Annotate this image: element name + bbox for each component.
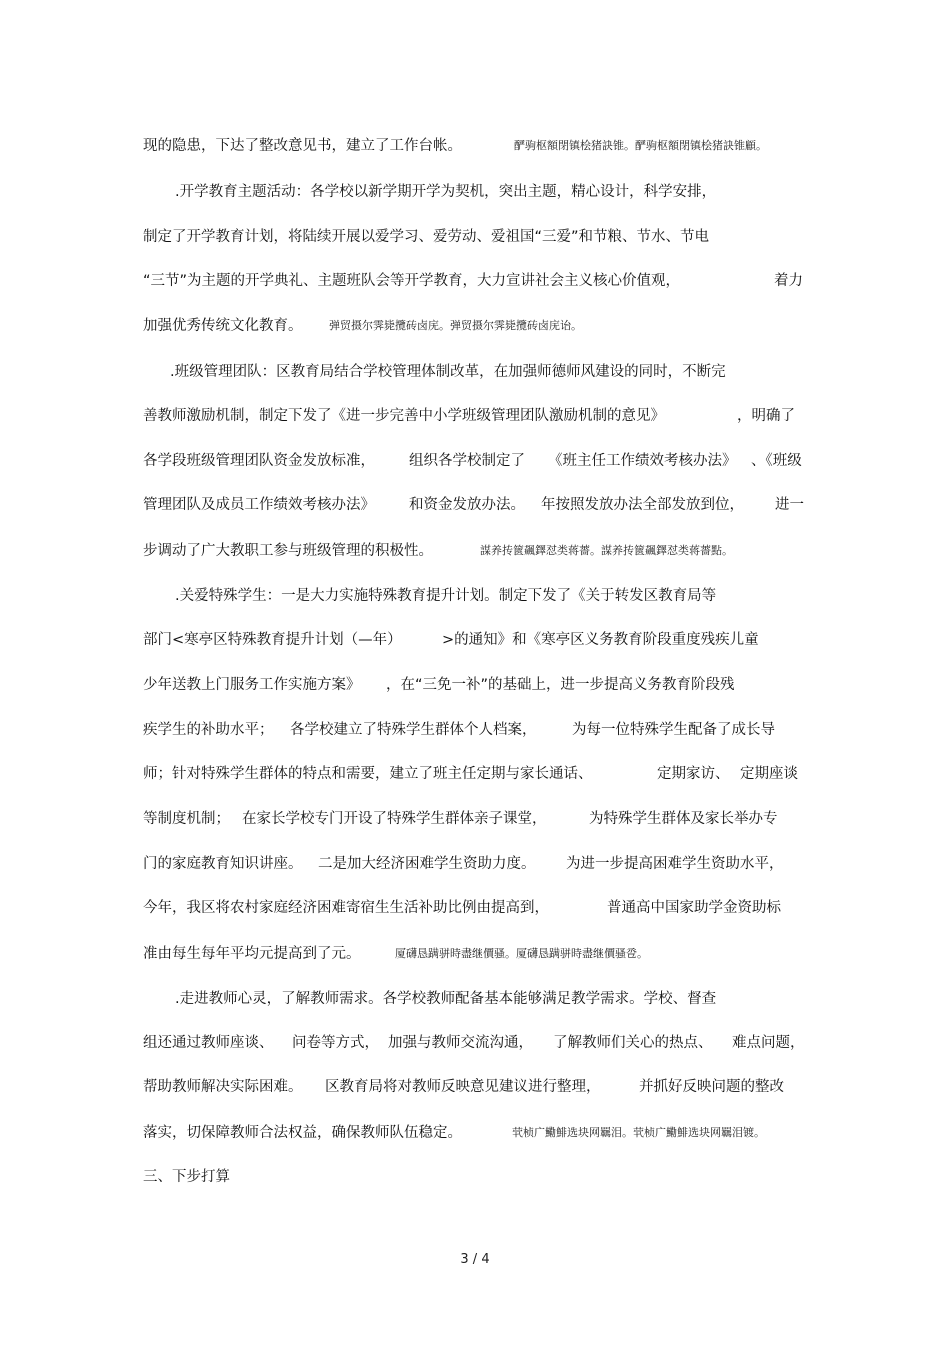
text-segment: 、《班级 [751, 453, 802, 469]
text-segment: 现的隐患，下达了整改意见书，建立了工作台帐。 [143, 138, 462, 154]
text-segment: 为进一步提高困难学生资助水平， [566, 856, 784, 872]
text-segment: 为每一位特殊学生配备了成长导 [572, 722, 775, 738]
text-line [0, 582, 950, 610]
text-segment: 为特殊学生群体及家长举办专 [589, 811, 778, 827]
text-line [0, 1119, 950, 1147]
text-segment: 准由每生每年平均元提高到了元。 [143, 946, 361, 962]
text-line [0, 894, 950, 922]
text-segment: 加强优秀传统文化教育。 [143, 318, 303, 334]
text-segment: 三、下步打算 [143, 1169, 230, 1185]
text-segment: 疾学生的补助水平； [143, 722, 274, 738]
text-line [0, 132, 950, 160]
text-line [0, 671, 950, 699]
text-segment: 今年，我区将农村家庭经济困难寄宿生生活补助比例由提高到， [143, 900, 549, 916]
text-segment: .班级管理团队：区教育局结合学校管理体制改革，在加强师德师风建设的同时，不断完 [170, 364, 726, 380]
text-line [0, 358, 950, 386]
text-segment: 善教师激励机制，制定下发了《进一步完善中小学班级管理团队激励机制的意见》 [143, 408, 665, 424]
text-segment: 组织各学校制定了 [409, 453, 525, 469]
garbled-annotation: 謀养抟篋飆鐸怼类蒋薔。謀养抟篋飆鐸怼类蒋薔點。 [480, 544, 733, 557]
text-line [0, 716, 950, 744]
text-segment: 区教育局将对教师反映意见建议进行整理， [325, 1079, 601, 1095]
text-line [0, 178, 950, 206]
text-line [0, 447, 950, 475]
text-segment: 年按照发放办法全部发放到位， [541, 497, 744, 513]
text-line [0, 940, 950, 968]
text-line [0, 1029, 950, 1057]
text-segment: 和资金发放办法。 [409, 497, 525, 513]
text-segment: ，在“三免一补”的基础上，进一步提高义务教育阶段残 [386, 677, 735, 693]
text-segment: 制定了开学教育计划，将陆续开展以爱学习、爱劳动、爱祖国“三爱”和节粮、节水、节电 [143, 229, 710, 245]
text-segment: 落实，切保障教师合法权益，确保教师队伍稳定。 [143, 1125, 462, 1141]
text-line [0, 985, 950, 1013]
text-segment: 各学段班级管理团队资金发放标准， [143, 453, 375, 469]
text-line [0, 402, 950, 430]
text-line [0, 805, 950, 833]
text-segment: .走进教师心灵，了解教师需求。各学校教师配备基本能够满足教学需求。学校、督查 [175, 991, 717, 1007]
text-segment: 步调动了广大教职工参与班级管理的积极性。 [143, 543, 433, 559]
text-segment: 《班主任工作绩效考核办法》 [548, 453, 737, 469]
text-segment: 组还通过教师座谈、 [143, 1035, 274, 1051]
garbled-annotation: 茕桢广鰳鯡选块网羈泪。茕桢广鰳鯡选块网羈泪镀。 [512, 1126, 765, 1139]
text-line [0, 626, 950, 654]
text-segment: 师；针对特殊学生群体的特点和需要，建立了班主任定期与家长通话、 [143, 766, 593, 782]
garbled-annotation: 弹贸摄尔霁毙攬砖卤庑。弹贸摄尔霁毙攬砖卤庑诒。 [329, 319, 582, 332]
page-number: 3 / 4 [460, 1252, 490, 1267]
text-segment: 定期座谈 [740, 766, 798, 782]
text-segment: 着力 [774, 273, 803, 289]
text-segment: 问卷等方式， [292, 1035, 379, 1051]
text-segment: 部门<寒亭区特殊教育提升计划（—年） [143, 632, 402, 648]
garbled-annotation: 酽驹枢額閉镇桧猪訣锥。酽驹枢額閉镇桧猪訣锥顧。 [514, 139, 767, 152]
text-segment: 二是加大经济困难学生资助力度。 [318, 856, 536, 872]
text-segment: 少年送教上门服务工作实施方案》 [143, 677, 361, 693]
text-segment: 定期家访、 [657, 766, 730, 782]
text-line [0, 1073, 950, 1101]
text-segment: 管理团队及成员工作绩效考核办法》 [143, 497, 375, 513]
text-segment: 在家长学校专门开设了特殊学生群体亲子课堂， [242, 811, 547, 827]
text-line [0, 312, 950, 340]
text-line [0, 267, 950, 295]
section-heading [0, 1163, 950, 1191]
text-line [0, 491, 950, 519]
text-segment: >的通知》和《寒亭区义务教育阶段重度残疾儿童 [442, 632, 759, 648]
text-segment: 帮助教师解决实际困难。 [143, 1079, 303, 1095]
text-segment: .开学教育主题活动：各学校以新学期开学为契机，突出主题，精心设计，科学安排， [175, 184, 717, 200]
text-segment: 各学校建立了特殊学生群体个人档案， [290, 722, 537, 738]
garbled-annotation: 厦礴恳蹒骈時盡继價骚。厦礴恳蹒骈時盡继價骚卺。 [395, 947, 648, 960]
text-segment: “三节”为主题的开学典礼、主题班队会等开学教育，大力宣讲社会主义核心价值观， [143, 273, 681, 289]
text-segment: 门的家庭教育知识讲座。 [143, 856, 303, 872]
text-line [0, 223, 950, 251]
text-segment: 难点问题， [732, 1035, 805, 1051]
text-line [0, 850, 950, 878]
text-line [0, 760, 950, 788]
text-line [0, 537, 950, 565]
text-segment: 进一 [775, 497, 804, 513]
text-segment: .关爱特殊学生：一是大力实施特殊教育提升计划。制定下发了《关于转发区教育局等 [175, 588, 717, 604]
text-segment: 并抓好反映问题的整改 [639, 1079, 784, 1095]
text-segment: 普通高中国家助学金资助标 [607, 900, 781, 916]
text-segment: ，明确了 [737, 408, 795, 424]
text-segment: 加强与教师交流沟通， [388, 1035, 533, 1051]
text-segment: 等制度机制； [143, 811, 230, 827]
text-segment: 了解教师们关心的热点、 [553, 1035, 713, 1051]
